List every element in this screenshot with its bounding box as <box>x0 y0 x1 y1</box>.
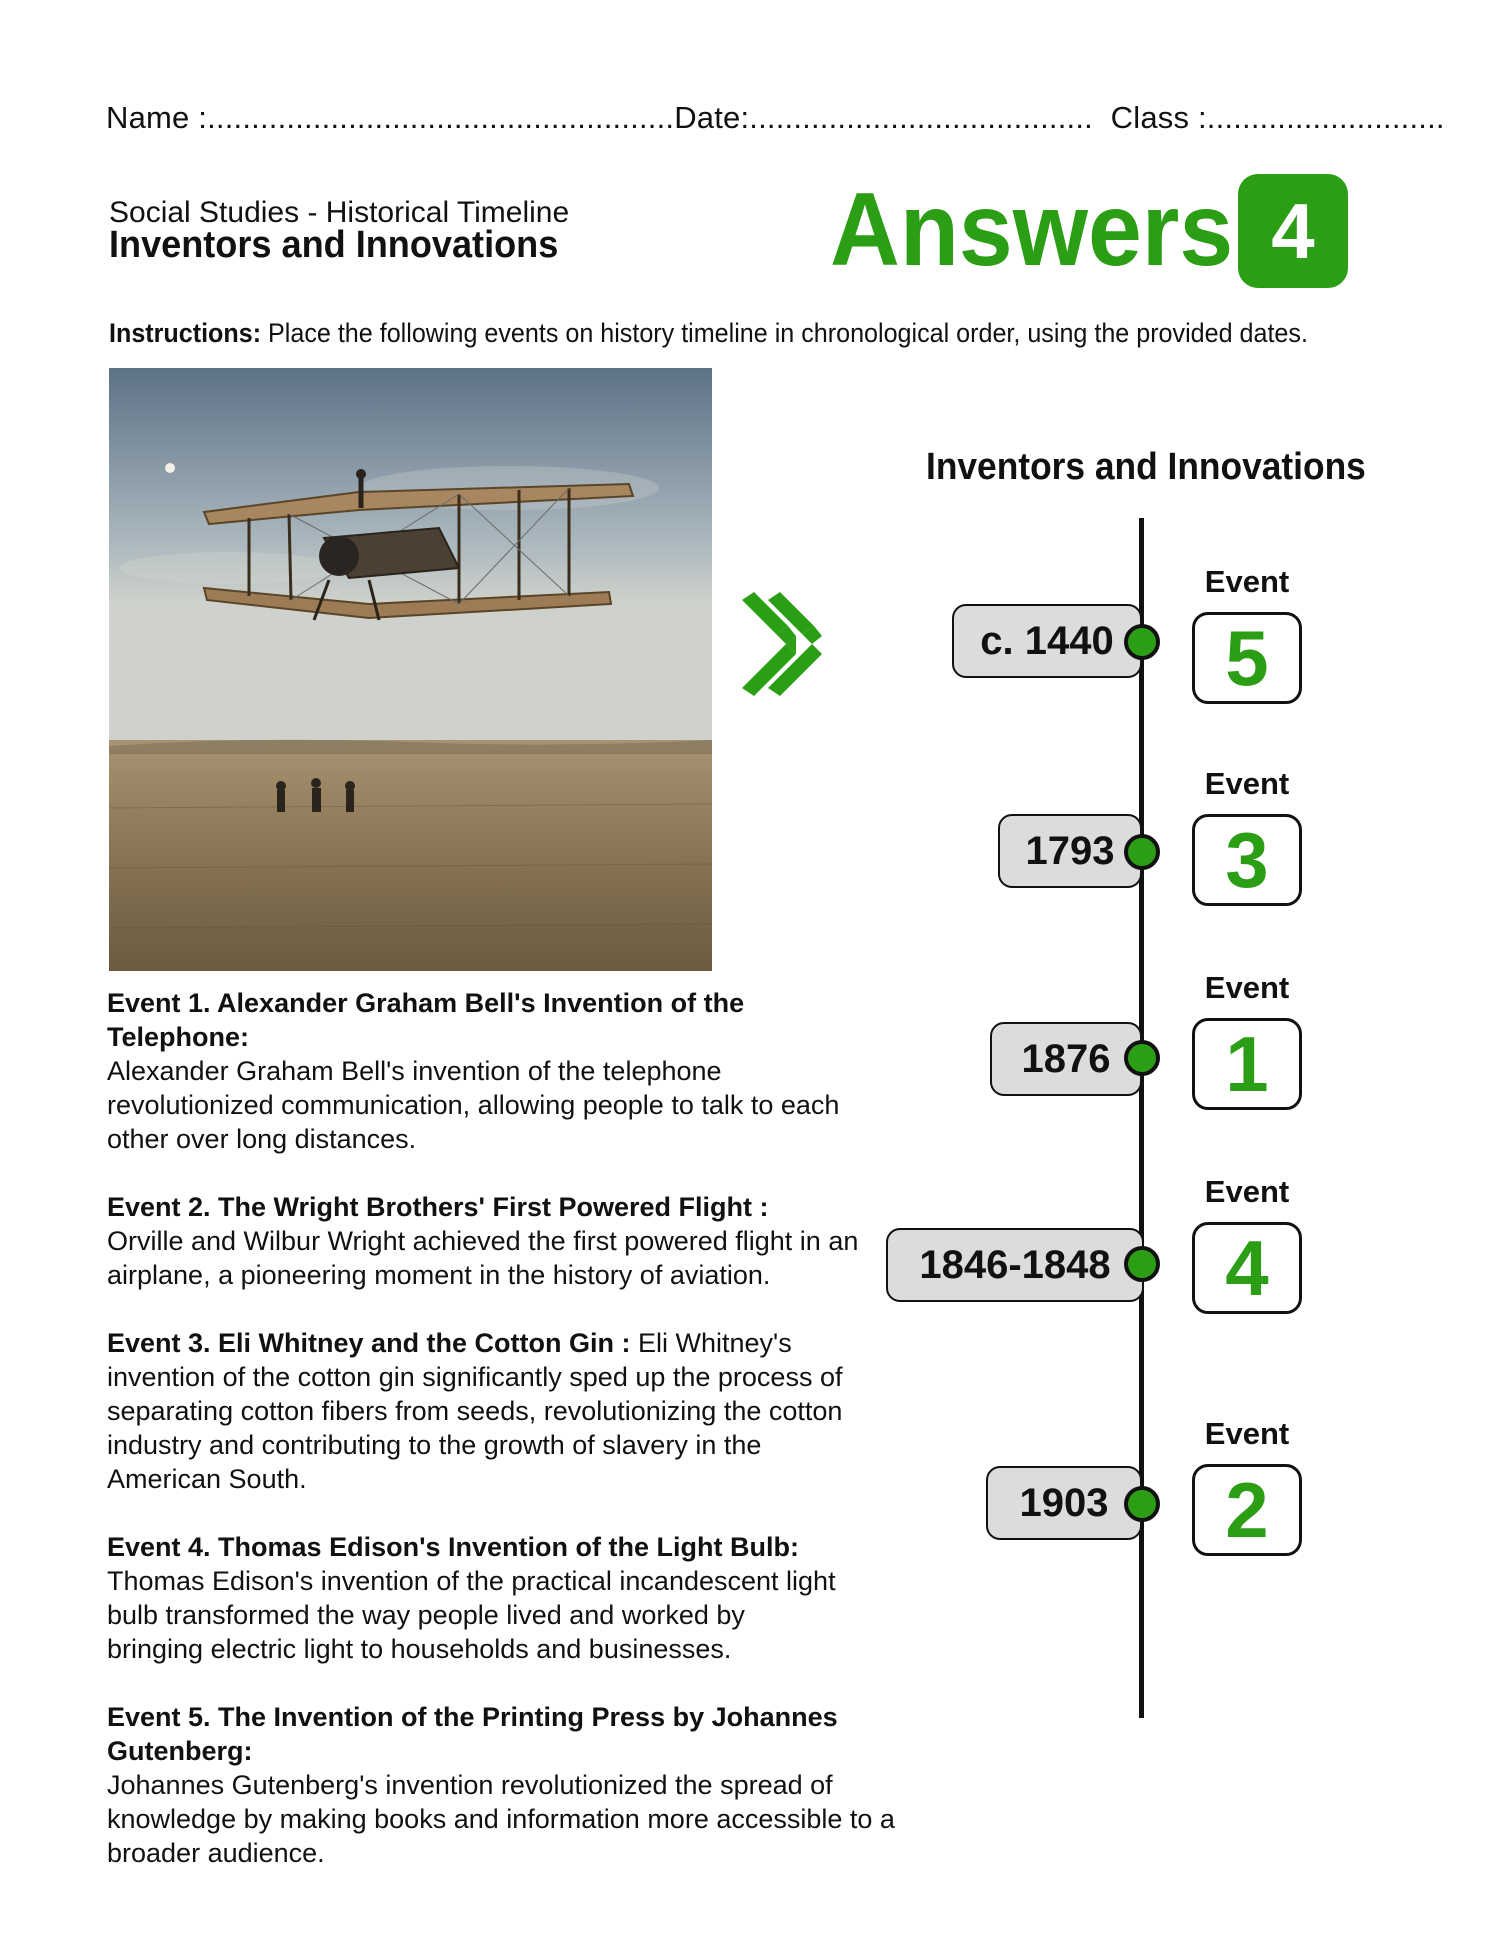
instructions <box>109 318 1308 349</box>
timeline-dot <box>1124 834 1160 870</box>
answers-heading: Answers <box>830 172 1234 288</box>
event-label: Event <box>1204 970 1290 1005</box>
event-description-5 <box>107 1700 927 1870</box>
timeline-dot <box>1124 624 1160 660</box>
event-heading: Event 3. Eli Whitney and the Cotton Gin : <box>107 1328 631 1358</box>
event-label: Event <box>1204 564 1290 599</box>
event-text: Orville and Wilbur Wright achieved the first powered flight in an airplane, a pioneering moment in the history of aviation. <box>107 1226 859 1290</box>
instructions-text: Place the following events on history timeline in chronological order, using the provided dates. <box>261 318 1308 348</box>
event-heading: Event 1. Alexander Graham Bell's Invention of the Telephone: <box>107 988 745 1052</box>
subject-line: Social Studies - Historical Timeline <box>109 196 570 229</box>
event-answer-box[interactable]: 4 <box>1192 1222 1302 1314</box>
event-descriptions <box>107 986 927 1904</box>
event-heading: Event 2. The Wright Brothers' First Powered Flight : <box>107 1192 769 1222</box>
timeline-dot <box>1124 1486 1160 1522</box>
event-answer-box[interactable]: 3 <box>1192 814 1302 906</box>
event-answer-box[interactable]: 5 <box>1192 612 1302 704</box>
event-text: Eli Whitney's invention of the cotton gin significantly sped up the process of separating cotton fibers from seeds, revolutionizing the cotton industry and contributing to the growth of slavery in the American South. <box>107 1328 843 1494</box>
timeline-date: 1793 <box>998 814 1142 888</box>
timeline-date: c. 1440 <box>952 604 1142 678</box>
event-text: Johannes Gutenberg's invention revolutionized the spread of knowledge by making books and information more accessible to a broader audience. <box>107 1770 895 1868</box>
event-text: Alexander Graham Bell's invention of the telephone revolutionized communication, allowing people to talk to each other over long distances. <box>107 1056 840 1154</box>
date-field[interactable]: Date:....................................... <box>674 100 1093 135</box>
class-field[interactable]: Class :........................... <box>1110 100 1445 135</box>
event-answer-box[interactable]: 2 <box>1192 1464 1302 1556</box>
double-chevron-right-icon <box>738 592 834 698</box>
student-info-line <box>106 100 1445 136</box>
timeline-dot <box>1124 1040 1160 1076</box>
name-field[interactable]: Name :..................................................... <box>106 100 675 135</box>
timeline-axis <box>1139 518 1144 1718</box>
answers-number-badge: 4 <box>1238 174 1348 288</box>
timeline-date: 1903 <box>986 1466 1142 1540</box>
event-heading: Event 5. The Invention of the Printing Press by Johannes Gutenberg: <box>107 1702 838 1766</box>
timeline-date: 1876 <box>990 1022 1142 1096</box>
timeline-date: 1846-1848 <box>886 1228 1144 1302</box>
event-description-4 <box>107 1530 847 1666</box>
timeline-title: Inventors and Innovations <box>926 446 1366 488</box>
event-description-2 <box>107 1190 867 1292</box>
event-text: Thomas Edison's invention of the practical incandescent light bulb transformed the way people lived and worked by bringing electric light to households and businesses. <box>107 1566 836 1664</box>
event-heading: Event 4. Thomas Edison's Invention of the Light Bulb: <box>107 1532 799 1562</box>
biplane-photo <box>109 368 712 971</box>
event-description-1 <box>107 986 887 1156</box>
event-label: Event <box>1204 1416 1290 1451</box>
instructions-label: Instructions: <box>109 318 262 348</box>
event-label: Event <box>1204 1174 1290 1209</box>
event-description-3 <box>107 1326 867 1496</box>
event-answer-box[interactable]: 1 <box>1192 1018 1302 1110</box>
page-title: Inventors and Innovations <box>109 224 559 266</box>
timeline-dot <box>1124 1246 1160 1282</box>
event-label: Event <box>1204 766 1290 801</box>
